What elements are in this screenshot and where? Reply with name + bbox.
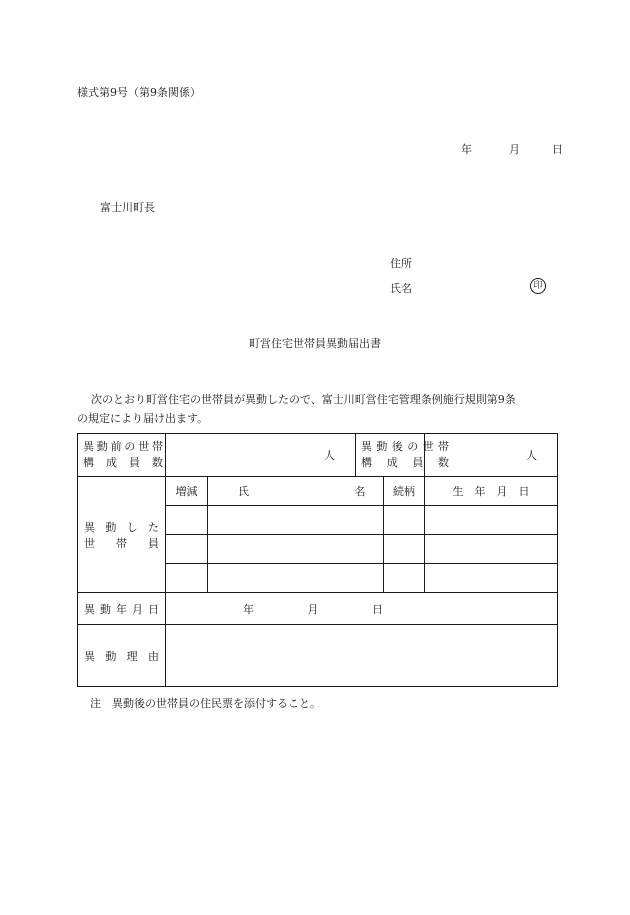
member-relation-cell[interactable] (384, 535, 425, 564)
after-count-unit: 人 (526, 449, 538, 462)
reason-label: 異動理由 (78, 625, 166, 687)
col-header-relation: 続柄 (384, 477, 425, 506)
change-date-label: 異動年月日 (78, 593, 166, 625)
before-count-unit: 人 (324, 449, 336, 462)
member-birth-date-cell[interactable] (425, 506, 558, 535)
document-title: 町営住宅世帯員異動届出書 (249, 337, 381, 350)
col-header-birth-date: 生 年 月 日 (425, 477, 558, 506)
member-relation-cell[interactable] (384, 506, 425, 535)
change-date-year: 年 (243, 602, 254, 616)
change-date-field[interactable] (166, 593, 558, 625)
before-count-field[interactable] (166, 434, 356, 477)
name-label: 氏名 (390, 282, 412, 295)
member-change-cell[interactable] (166, 564, 208, 593)
address-label: 住所 (390, 257, 412, 270)
footnote: 注 異動後の世帯員の住民票を添付すること。 (90, 697, 321, 710)
col-header-change: 増減 (166, 477, 208, 506)
recipient: 富士川町長 (100, 201, 155, 214)
reason-field[interactable] (166, 625, 558, 687)
members-label: 異動した 世帯員 (78, 477, 166, 593)
before-count-label: 異動前の世帯 構 成 員 数 (78, 434, 166, 477)
change-form-table (77, 433, 558, 687)
submission-date (461, 141, 563, 157)
member-name-cell[interactable] (208, 564, 384, 593)
member-name-cell[interactable] (208, 535, 384, 564)
form-number: 様式第9号（第9条関係） (77, 86, 201, 99)
intro-line-2: の規定により届け出ます。 (77, 412, 209, 425)
intro-line-1: 次のとおり町営住宅の世帯員が異動したので、富士川町営住宅管理条例施行規則第9条 (91, 393, 516, 406)
change-date-day: 日 (372, 602, 383, 616)
change-date-month: 月 (307, 602, 319, 616)
intro-paragraph (77, 390, 559, 428)
col-header-name (208, 477, 384, 506)
col-header-family-name: 氏 (238, 485, 249, 498)
member-birth-date-cell[interactable] (425, 564, 558, 593)
date-year: 年 (461, 143, 472, 156)
member-name-cell[interactable] (208, 506, 384, 535)
member-birth-date-cell[interactable] (425, 535, 558, 564)
after-count-label: 異動後の世帯 構 成 員 数 (356, 434, 425, 477)
date-day: 日 (552, 143, 563, 156)
member-relation-cell[interactable] (384, 564, 425, 593)
date-month: 月 (509, 143, 520, 156)
seal-mark: 印 (530, 278, 546, 294)
col-header-given-name: 名 (354, 485, 366, 498)
member-change-cell[interactable] (166, 535, 208, 564)
member-change-cell[interactable] (166, 506, 208, 535)
